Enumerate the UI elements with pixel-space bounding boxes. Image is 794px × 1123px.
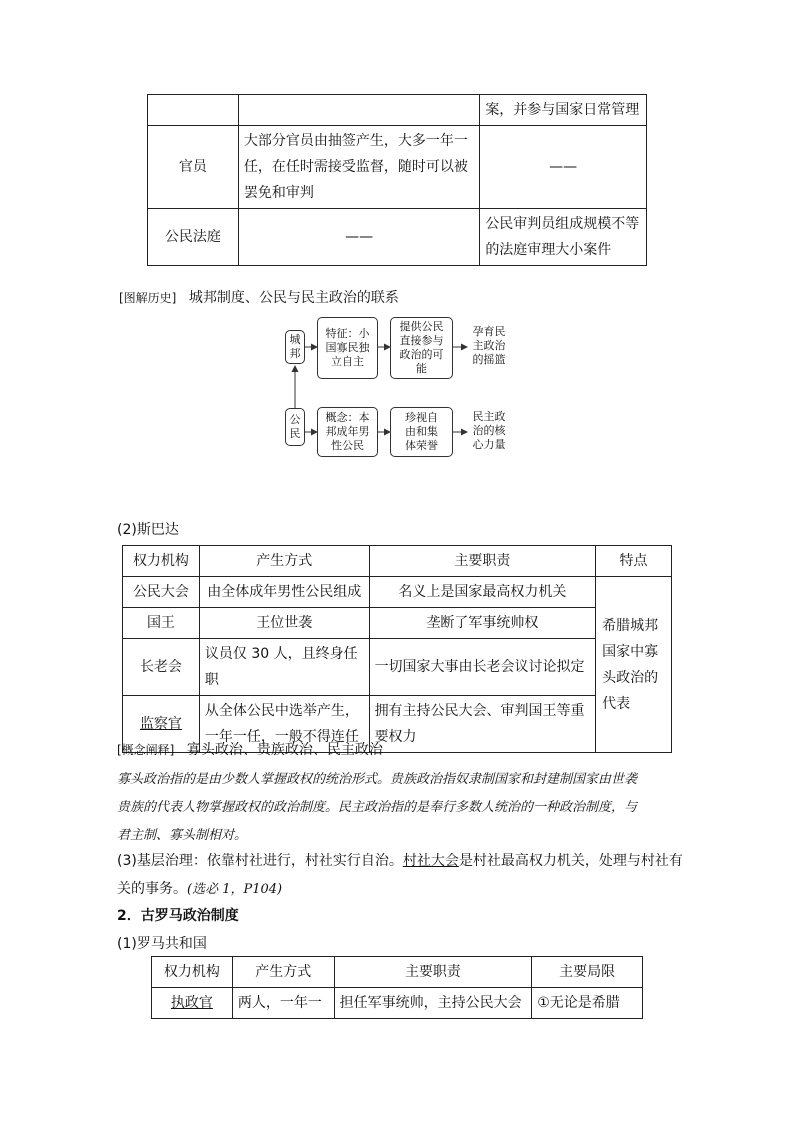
table-cell	[238, 95, 479, 126]
concept-tag: [概念阐释]	[117, 743, 175, 757]
node-city-state: 城邦	[285, 330, 305, 364]
concept-title: 寡头政治、贵族政治、民主政治	[186, 742, 383, 758]
table-cell	[148, 95, 239, 126]
table-row	[148, 126, 647, 209]
table-cell: 监察官	[123, 696, 200, 753]
section-title-rome: 2．古罗马政治制度	[117, 908, 239, 924]
label-core-force: 民主政治的核心力量	[472, 410, 506, 451]
table-cell: 官员	[148, 126, 239, 209]
header-duty: 主要职责	[334, 957, 532, 988]
table-cell: 长老会	[123, 639, 200, 696]
table-row	[148, 95, 647, 126]
table-cell: 担任军事统帅，主持公民大会	[334, 988, 532, 1019]
table-row	[123, 639, 672, 696]
table-cell: 一切国家大事由长老会议讨论拟定	[369, 639, 596, 696]
header-limit: 主要局限	[532, 957, 643, 988]
box-effect: 提供公民直接参与政治的可能	[390, 317, 453, 379]
table-cell: 拥有主持公民大会、审判国王等重要权力	[369, 696, 596, 753]
section-title: 城邦制度、公民与民主政治的联系	[188, 290, 399, 306]
table-cell: 由全体成年男性公民组成	[199, 577, 369, 608]
table-row	[148, 209, 647, 266]
box-value: 珍视自由和集体荣誉	[390, 407, 453, 457]
table-cell: 两人，一年一	[232, 988, 334, 1019]
table-cell: ——	[480, 126, 647, 209]
header-method: 产生方式	[199, 546, 369, 577]
concept-line: 贵族的代表人物掌握政权的政治制度。民主政治指的是奉行多数人统治的一种政治制度，与	[117, 800, 638, 815]
table-cell: 议员仅 30 人，且终身任职	[199, 639, 369, 696]
table-cell: 名义上是国家最高权力机关	[369, 577, 596, 608]
node-citizen: 公民	[285, 408, 305, 446]
table-row	[123, 577, 672, 608]
label-cradle: 孕育民主政治的摇篮	[472, 325, 506, 366]
table-cell: 从全体公民中选举产生，一年一任，一般不得连任	[199, 696, 369, 753]
concept-heading	[117, 739, 383, 759]
concept-line: 君主制、寡头制相对。	[117, 828, 248, 843]
box-feature: 特征：小国寡民独立自主	[317, 317, 378, 379]
table-cell: 垄断了军事统帅权	[369, 608, 596, 639]
table-cell: 公民审判员组成规模不等的法庭审理大小案件	[480, 209, 647, 266]
table-row	[123, 546, 672, 577]
athens-table-continued	[147, 94, 647, 266]
table-cell: 国王	[123, 608, 200, 639]
box-concept: 概念：本邦成年男性公民	[317, 407, 378, 457]
header-org: 权力机构	[123, 546, 200, 577]
sparta-heading: (2)斯巴达	[117, 522, 179, 538]
table-cell: 大部分官员由抽签产生，大多一年一任，在任时需接受监督，随时可以被罢免和审判	[238, 126, 479, 209]
table-cell: ①无论是希腊	[532, 988, 643, 1019]
table-cell: 公民法庭	[148, 209, 239, 266]
sparta-table	[122, 545, 672, 753]
section-heading-graph	[119, 287, 399, 307]
rome-table	[151, 956, 643, 1019]
section-tag: [图解历史]	[119, 291, 177, 305]
table-row	[152, 988, 643, 1019]
table-cell: ——	[238, 209, 479, 266]
table-cell: 公民大会	[123, 577, 200, 608]
table-row	[123, 608, 672, 639]
table-cell: 案，并参与国家日常管理	[480, 95, 647, 126]
feature-cell: 希腊城邦国家中寡头政治的代表	[596, 577, 672, 753]
rome-heading: (1)罗马共和国	[117, 936, 207, 952]
source-reference: (选必 1，P104)	[187, 882, 283, 897]
grassroots-line-1: (3)基层治理：依靠村社进行，村社实行自治。村社大会是村社最高权力机关，处理与村社有	[117, 853, 683, 869]
header-duty: 主要职责	[369, 546, 596, 577]
header-org: 权力机构	[152, 957, 233, 988]
concept-line: 寡头政治指的是由少数人掌握政权的统治形式。贵族政治指奴隶制国家和封建制国家由世袭	[117, 772, 638, 787]
header-feature: 特点	[596, 546, 672, 577]
table-row	[152, 957, 643, 988]
table-cell: 执政官	[152, 988, 233, 1019]
table-cell: 王位世袭	[199, 608, 369, 639]
header-method: 产生方式	[232, 957, 334, 988]
village-assembly-term: 村社大会	[402, 853, 459, 869]
grassroots-line-2: 关的事务。(选必 1，P104)	[117, 881, 283, 897]
